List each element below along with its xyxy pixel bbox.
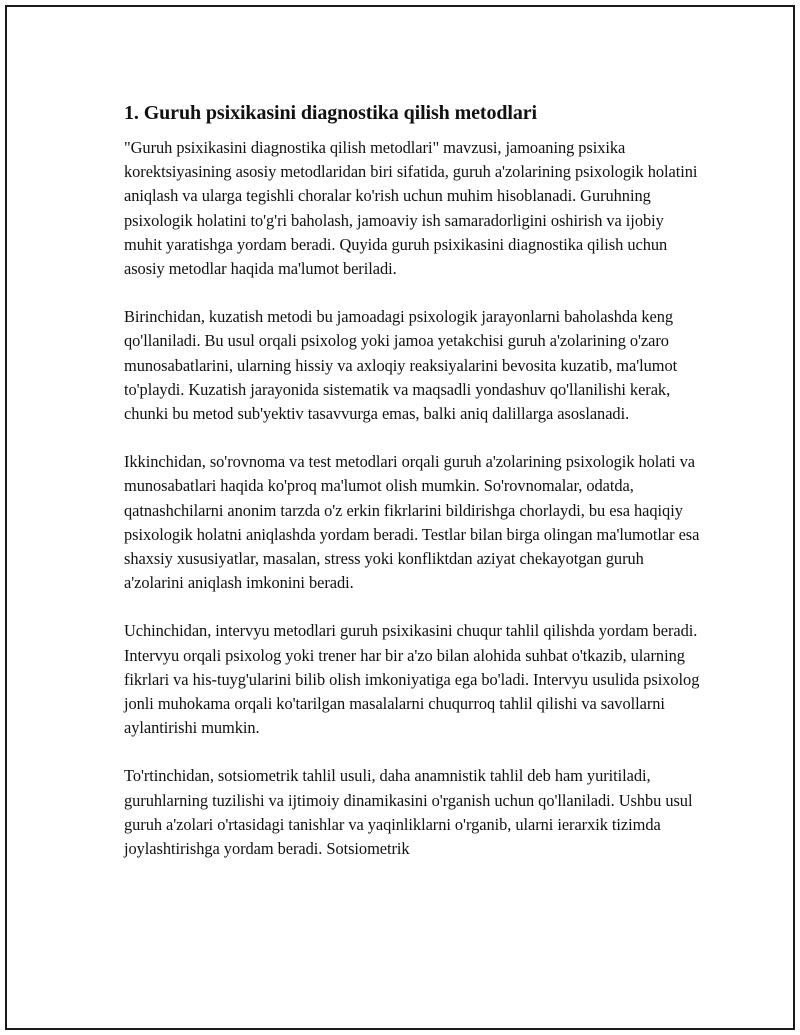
- document-title: 1. Guruh psixikasini diagnostika qilish metodlari: [124, 102, 538, 124]
- paragraph-interview-method: Uchinchidan, intervyu metodlari guruh psixikasini chuqur tahlil qilishda yordam beradi. Intervyu orqali psixolog yoki trener har bir a'zo bilan alohida suhbat o'tkazib, ularning fikrlari va his-tuyg'ularini bilib olish imkoniyatiga ega bo'ladi. Intervyu usulida psixolog jonli muhokama orqali ko'tarilgan masalalarni chuqurroq tahlil qilishi va savollarni aylantirishi mumkin.: [124, 621, 700, 738]
- paragraph-observation-method: Birinchidan, kuzatish metodi bu jamoadagi psixologik jarayonlarni baholashda keng qo'llaniladi. Bu usul orqali psixolog yoki jamoa yetakchisi guruh a'zolarining o'zaro munosabatlarini, ularning hissiy va axloqiy reaksiyalarini bevosita kuzatib, ma'lumot to'playdi. Kuzatish jarayonida sistematik va maqsadli yondashuv qo'llanilishi kerak, chunki bu metod sub'yektiv tasavvurga emas, balki aniq dalillarga asoslanadi.: [124, 307, 678, 424]
- paragraph-survey-test-method: Ikkinchidan, so'rovnoma va test metodlari orqali guruh a'zolarining psixologik holati va munosabatlari haqida ko'proq ma'lumot olish mumkin. So'rovnomalar, odatda, qatnashchilarni anonim tarzda o'z erkin fikrlarini bildirishga chorlaydi, bu esa haqiqiy psixologik holatni aniqlashda yordam beradi. Testlar bilan birga olingan ma'lumotlar esa shaxsiy xususiyatlar, masalan, stress yoki konfliktdan aziyat chekayotgan guruh a'zolarini aniqlash imkonini beradi.: [124, 452, 700, 593]
- paragraph-sociometric-method: To'rtinchidan, sotsiometrik tahlil usuli, daha anamnistik tahlil deb ham yuritiladi, guruhlarning tuzilishi va ijtimoiy dinamikasini o'rganish uchun qo'llaniladi. Ushbu usul guruh a'zolari o'rtasidagi tanishlar va yaqinliklarni o'rganib, ularni ierarxik tizimda joylashtirishga yordam beradi. Sotsiometrik: [124, 766, 693, 859]
- paragraph-intro: "Guruh psixikasini diagnostika qilish metodlari" mavzusi, jamoaning psixika korektsiyasining asosiy metodlaridan biri sifatida, guruh a'zolarining psixologik holatini aniqlash va ularga tegishli choralar ko'rish uchun muhim hisoblanadi. Guruhning psixologik holatini to'g'ri baholash, jamoaviy ish samaradorligini oshirish va ijobiy muhit yaratishga yordam beradi. Quyida guruh psixikasini diagnostika qilish uchun asosiy metodlar haqida ma'lumot beriladi.: [124, 138, 698, 279]
- document-page: [5, 5, 795, 1030]
- document-body: [124, 99, 704, 861]
